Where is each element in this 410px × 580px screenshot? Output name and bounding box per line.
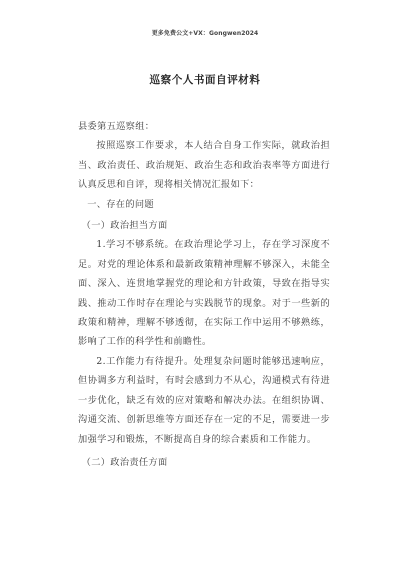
paragraph-item-2: 2.工作能力有待提升。处理复杂问题时能够迅速响应，但协调多方利益时，有时会感到力不从心，沟通模式有待进一步优化，缺乏有效的应对策略和解决办法。在组织协调、沟通交流、创新思维等方面还存在一定的不足，需要进一步加强学习和锻炼，不断提高自身的综合素质和工作能力。 <box>78 355 330 445</box>
document-title: 巡察个人书面自评材料 <box>149 74 261 86</box>
section-heading-problems: 一、存在的问题 <box>87 198 154 210</box>
subsection-heading-political-commitment: （一）政治担当方面 <box>81 220 168 232</box>
header-watermark: 更多免费公文+VX：Gongwen2024 <box>151 30 259 37</box>
subsection-heading-political-responsibility: （二）政治责任方面 <box>81 456 168 468</box>
paragraph-item-1: 1.学习不够系统。在政治理论学习上，存在学习深度不足。对党的理论体系和最新政策精神理解不够深入，未能全面、深入、连贯地掌握党的理论和方针政策，导致在指导实践、推动工作时存在理论与实践脱节的现象。对于一些新的政策和精神，理解不够透彻，在实际工作中运用不够熟练，影响了工作的科学性和前瞻性。 <box>78 239 330 348</box>
intro-paragraph: 按照巡察工作要求，本人结合自身工作实际，就政治担当、政治责任、政治规矩、政治生态和政治表率等方面进行认真反思和自评，现将相关情况汇报如下： <box>78 140 330 191</box>
salutation: 县委第五巡察组： <box>78 121 155 132</box>
document-body <box>78 117 330 472</box>
